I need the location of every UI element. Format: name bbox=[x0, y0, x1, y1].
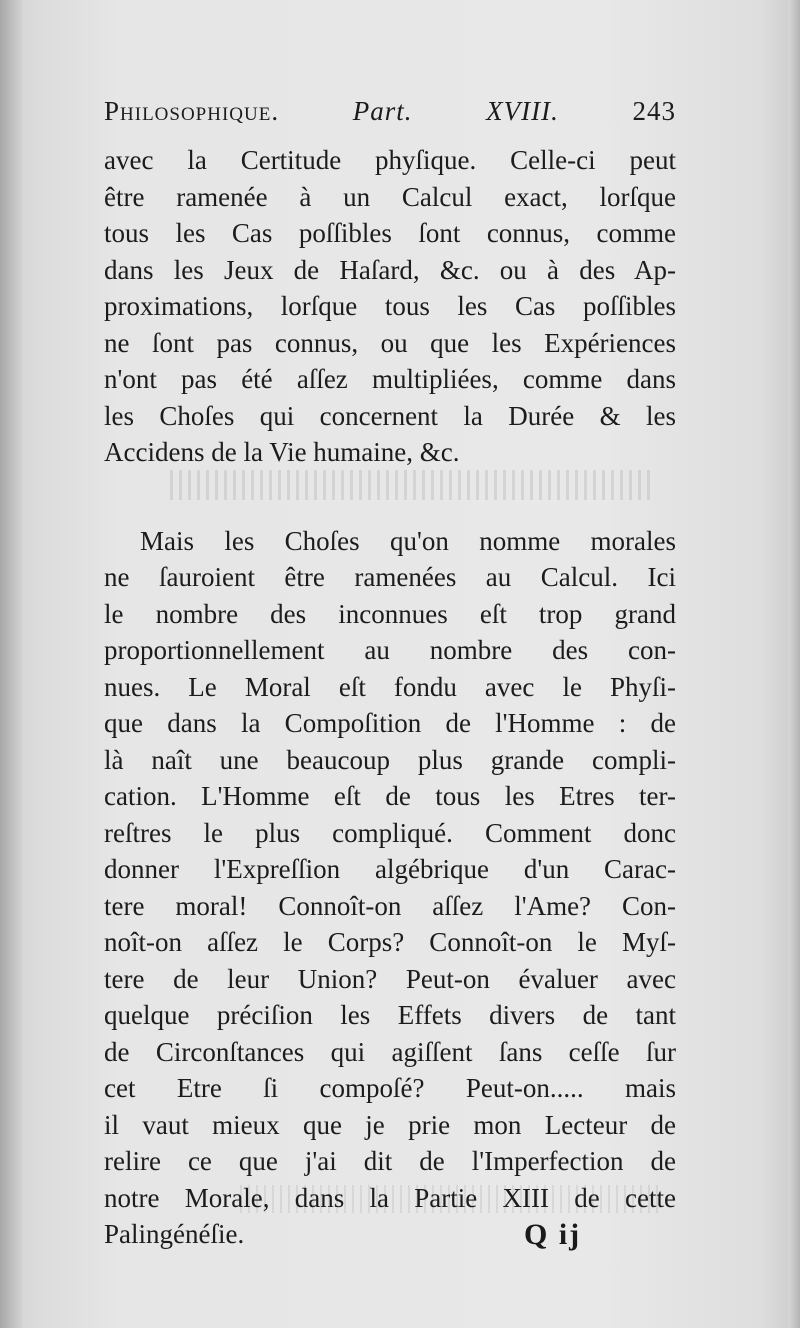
text-line: il vaut mieux que je prie mon Lecteur de bbox=[104, 1109, 676, 1140]
text-line: Mais les Choſes qu'on nomme morales bbox=[140, 525, 676, 556]
text-line: n'ont pas été aſſez multipliées, comme dans bbox=[104, 364, 676, 394]
text-line: les Choſes qui concernent la Durée & les bbox=[104, 400, 676, 431]
text-line: Palingénéſie. bbox=[104, 1219, 245, 1249]
text-line: ne ſont pas connus, ou que les Expériences bbox=[104, 327, 676, 358]
text-line: quelque préciſion les Effets divers de tant bbox=[104, 1000, 676, 1030]
paragraph-spacer bbox=[104, 471, 676, 523]
text-line: dans les Jeux de Haſard, &c. ou à des Ap- bbox=[104, 254, 676, 285]
text-line: ne ſauroient être ramenées au Calcul. Ici bbox=[104, 562, 676, 592]
text-line: cet Etre ſi compoſé? Peut-on..... mais bbox=[104, 1073, 676, 1103]
text-line: reſtres le plus compliqué. Comment donc bbox=[104, 817, 676, 848]
text-block bbox=[104, 80, 676, 1253]
text-line: proximations, lorſque tous les Cas poſſibles bbox=[104, 291, 676, 321]
text-line: tere de leur Union? Peut-on évaluer avec bbox=[104, 963, 676, 994]
paragraph-2 bbox=[104, 523, 676, 1253]
text-line: notre Morale, dans la Partie XIII de cette bbox=[104, 1182, 676, 1213]
text-line: tere moral! Connoît-on aſſez l'Ame? Con- bbox=[104, 890, 676, 921]
text-line: donner l'Expreſſion algébrique d'un Carac- bbox=[104, 854, 676, 884]
text-line: avec la Certitude phyſique. Celle-ci peut bbox=[104, 145, 676, 175]
text-line: le nombre des inconnues eſt trop grand bbox=[104, 598, 676, 629]
text-line: de Circonſtances qui agiſſent ſans ceſſe ſur bbox=[104, 1036, 676, 1067]
paragraph-1 bbox=[104, 142, 676, 471]
page-gutter bbox=[0, 0, 22, 1328]
text-line: proportionnellement au nombre des con- bbox=[104, 635, 676, 665]
text-line: être ramenée à un Calcul exact, lorſque bbox=[104, 181, 676, 212]
text-line: là naît une beaucoup plus grande compli- bbox=[104, 744, 676, 775]
signature-mark: Q ij bbox=[524, 1218, 582, 1251]
text-line: que dans la Compoſition de l'Homme : de bbox=[104, 708, 676, 738]
running-title: Philosophique. bbox=[104, 96, 280, 126]
text-line: tous les Cas poſſibles ſont connus, comme bbox=[104, 218, 676, 248]
text-line: nues. Le Moral eſt fondu avec le Phyſi- bbox=[104, 671, 676, 702]
text-line: Accidens de la Vie humaine, &c. bbox=[104, 437, 460, 467]
page-edge bbox=[788, 0, 800, 1328]
part-number: XVIII. bbox=[486, 96, 559, 126]
running-header bbox=[104, 80, 676, 142]
text-line: noît-on aſſez le Corps? Connoît-on le Myſ- bbox=[104, 927, 676, 957]
page-number: 243 bbox=[632, 96, 676, 126]
part-label: Part. bbox=[352, 96, 413, 126]
text-line: relire ce que j'ai dit de l'Imperfection de bbox=[104, 1146, 676, 1176]
text-line: cation. L'Homme eſt de tous les Etres ter- bbox=[104, 781, 676, 811]
